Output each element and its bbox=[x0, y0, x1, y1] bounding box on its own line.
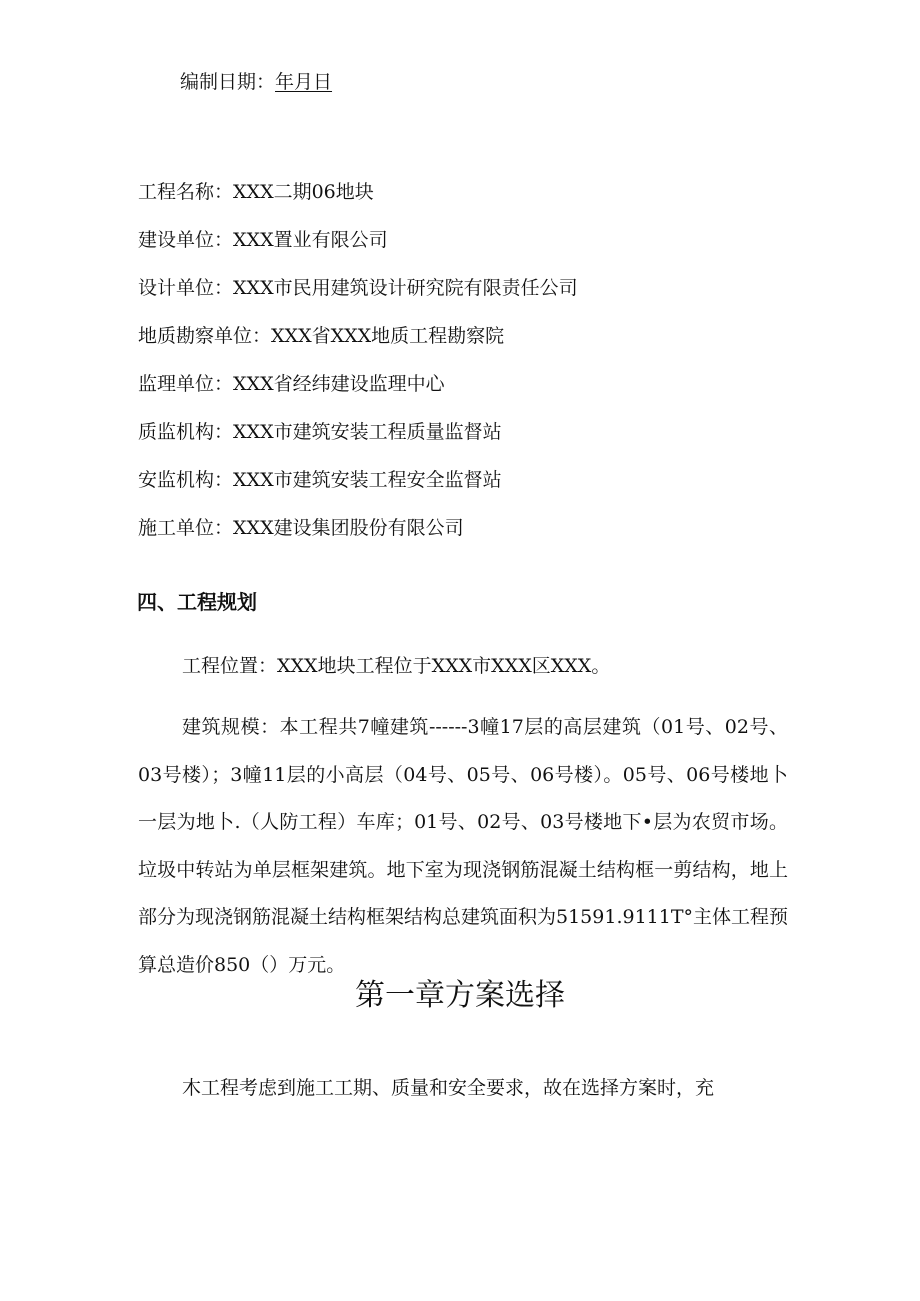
info-value: XXX市建筑安装工程质量监督站 bbox=[233, 421, 502, 443]
info-label: 安监机构： bbox=[138, 469, 234, 491]
info-line-contractor bbox=[138, 516, 464, 540]
info-label: 施工单位： bbox=[138, 517, 234, 539]
compile-date-label: 编制日期： bbox=[180, 71, 276, 93]
info-line-designer bbox=[138, 276, 578, 300]
section-heading: 四、工程规划 bbox=[137, 590, 257, 614]
info-label: 工程名称： bbox=[138, 181, 234, 203]
info-label: 监理单位： bbox=[138, 373, 234, 395]
info-value: XXX省经纬建设监理中心 bbox=[233, 373, 445, 395]
info-line-owner bbox=[138, 228, 388, 252]
info-line-quality-station bbox=[138, 420, 502, 444]
compile-date-value: 年月日 bbox=[275, 71, 333, 93]
chapter-intro: 木工程考虑到施工工期、质量和安全要求，故在选择方案时，充 bbox=[182, 1077, 715, 1099]
project-location: 工程位置：XXX地块工程位于XXX市XXX区XXX。 bbox=[182, 655, 611, 677]
info-line-geology bbox=[138, 324, 504, 348]
info-value: XXX二期06地块 bbox=[233, 181, 374, 203]
compile-date-line bbox=[180, 70, 332, 94]
info-value: XXX省XXX地质工程勘察院 bbox=[271, 325, 505, 347]
info-line-safety-station bbox=[138, 468, 502, 492]
building-scale-paragraph: 建筑规模：本工程共7幢建筑------3幢17层的高层建筑（01号、02号、03号楼）；3幢11层的小高层（04号、05号、06号楼）。05号、06号楼地卜一层为地卜.（人防工程）车库；01号、02号、03号楼地下•层为农贸市场。垃圾中转站为单层框架建筑。地下室为现浇钢筋混凝土结构框一剪结构，地上部分为现浇钢筋混凝土结构框架结构总建筑面积为51591.9111T°主体工程预算总造价850（）万元。 bbox=[138, 716, 789, 976]
chapter-title: 第一章方案选择 bbox=[355, 978, 565, 1013]
info-value: XXX市建筑安装工程安全监督站 bbox=[233, 469, 502, 491]
info-label: 设计单位： bbox=[138, 277, 234, 299]
info-value: XXX置业有限公司 bbox=[233, 229, 388, 251]
info-label: 地质勘察单位： bbox=[138, 325, 272, 347]
info-label: 建设单位： bbox=[138, 229, 234, 251]
info-value: XXX建设集团股份有限公司 bbox=[233, 517, 464, 539]
info-value: XXX市民用建筑设计研究院有限责任公司 bbox=[233, 277, 578, 299]
info-line-project-name bbox=[138, 180, 374, 204]
info-label: 质监机构： bbox=[138, 421, 234, 443]
info-line-supervisor bbox=[138, 372, 445, 396]
